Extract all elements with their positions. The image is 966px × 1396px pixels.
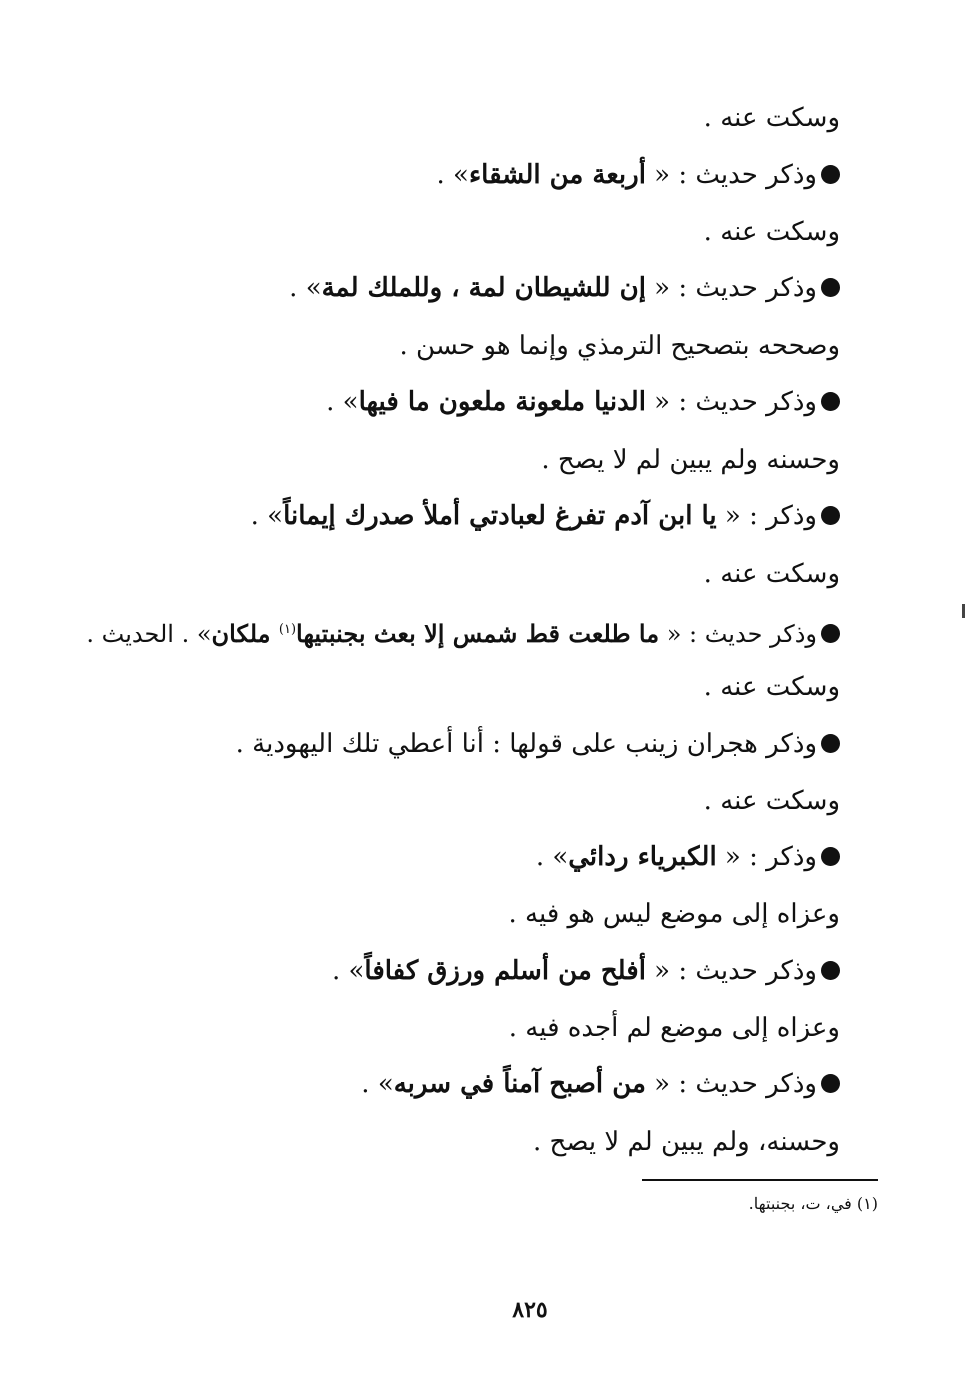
- hadith-quote: من أصبح آمناً في سربه: [393, 1069, 646, 1099]
- line-text: وسكت عنه .: [703, 786, 840, 816]
- hadith-quote: أربعة من الشقاء: [468, 160, 646, 190]
- bullet-line: [251, 496, 840, 536]
- line-text: وسكت عنه .: [703, 672, 840, 702]
- line-text: وسكت عنه .: [703, 217, 840, 247]
- line-text: وحسنه، ولم يبين لم لا يصح .: [533, 1127, 840, 1157]
- line-text: وعزاه إلى موضع ليس هو فيه .: [508, 899, 840, 929]
- hadith-quote: الدنيا ملعونة ملعون ما فيها: [358, 387, 646, 417]
- bullet-icon: [821, 165, 840, 184]
- line-text: وذكر حديث : «: [645, 956, 817, 986]
- line-text: » . الحديث .: [86, 620, 212, 648]
- bullet-icon: [821, 847, 840, 866]
- line-text: وذكر حديث : «: [645, 160, 817, 190]
- bullet-line: [361, 1064, 840, 1104]
- line-text: وذكر حديث : «: [645, 1069, 817, 1099]
- line-text: » .: [326, 387, 359, 417]
- bullet-icon: [821, 1074, 840, 1093]
- bullet-icon: [821, 506, 840, 525]
- line-text: وعزاه إلى موضع لم أجده فيه .: [508, 1013, 840, 1043]
- text-line: [704, 212, 840, 252]
- line-text: وحسنه ولم يبين لم لا يصح .: [541, 445, 840, 475]
- bullet-icon: [821, 392, 840, 411]
- hadith-quote: ما طلعت قط شمس إلا بعث بجنبتيها: [296, 619, 660, 648]
- footnote-divider: [642, 1179, 878, 1181]
- scan-edge-mark: [962, 604, 965, 618]
- bullet-line: [236, 724, 840, 764]
- page-number: ٨٢٥: [512, 1297, 548, 1323]
- text-line: [704, 554, 840, 594]
- bullet-line: [536, 837, 840, 877]
- hadith-quote: ملكان: [211, 619, 279, 648]
- line-text: وذكر حديث : «: [645, 387, 817, 417]
- text-line: [509, 1008, 840, 1048]
- bullet-line: [326, 382, 840, 422]
- text-line: [400, 326, 840, 366]
- hadith-quote: أفلح من أسلم ورزق كفافاً: [364, 956, 646, 986]
- bullet-icon: [821, 961, 840, 980]
- bullet-line: [86, 610, 840, 654]
- line-text: » .: [361, 1069, 394, 1099]
- line-text: وذكر حديث : «: [659, 620, 817, 648]
- footnote-marker: (١): [278, 622, 297, 637]
- line-text: وصححه بتصحيح الترمذي وإنما هو حسن .: [399, 331, 840, 361]
- line-text: وسكت عنه .: [703, 559, 840, 589]
- text-line: [704, 98, 840, 138]
- hadith-quote: يا ابن آدم تفرغ لعبادتي أملأ صدرك إيماناً: [283, 501, 717, 531]
- footnote: (١) في، ت، بجنبتها.: [748, 1194, 878, 1213]
- line-text: » .: [436, 160, 469, 190]
- text-line: [704, 781, 840, 821]
- line-text: وذكر : «: [716, 501, 817, 531]
- text-line: [509, 894, 840, 934]
- bullet-line: [332, 951, 840, 991]
- line-text: وسكت عنه .: [703, 103, 840, 133]
- line-text: وذكر حديث : «: [645, 273, 817, 303]
- bullet-line: [289, 268, 840, 308]
- line-text: » .: [331, 956, 365, 986]
- bullet-line: [437, 155, 840, 195]
- bullet-icon: [821, 278, 840, 297]
- hadith-quote: الكبرياء ردائي: [568, 842, 717, 872]
- bullet-icon: [821, 624, 840, 643]
- line-text: وذكر هجران زينب على قولها : أنا أعطي تلك اليهودية .: [235, 729, 817, 759]
- text-line: [533, 1122, 840, 1162]
- line-text: » .: [535, 842, 569, 872]
- line-text: » .: [289, 273, 322, 303]
- hadith-quote: إن للشيطان لمة ، وللملك لمة: [321, 273, 646, 303]
- bullet-icon: [821, 734, 840, 753]
- text-line: [541, 440, 840, 480]
- line-text: وذكر : «: [716, 842, 817, 872]
- line-text: » .: [250, 501, 284, 531]
- text-line: [704, 667, 840, 707]
